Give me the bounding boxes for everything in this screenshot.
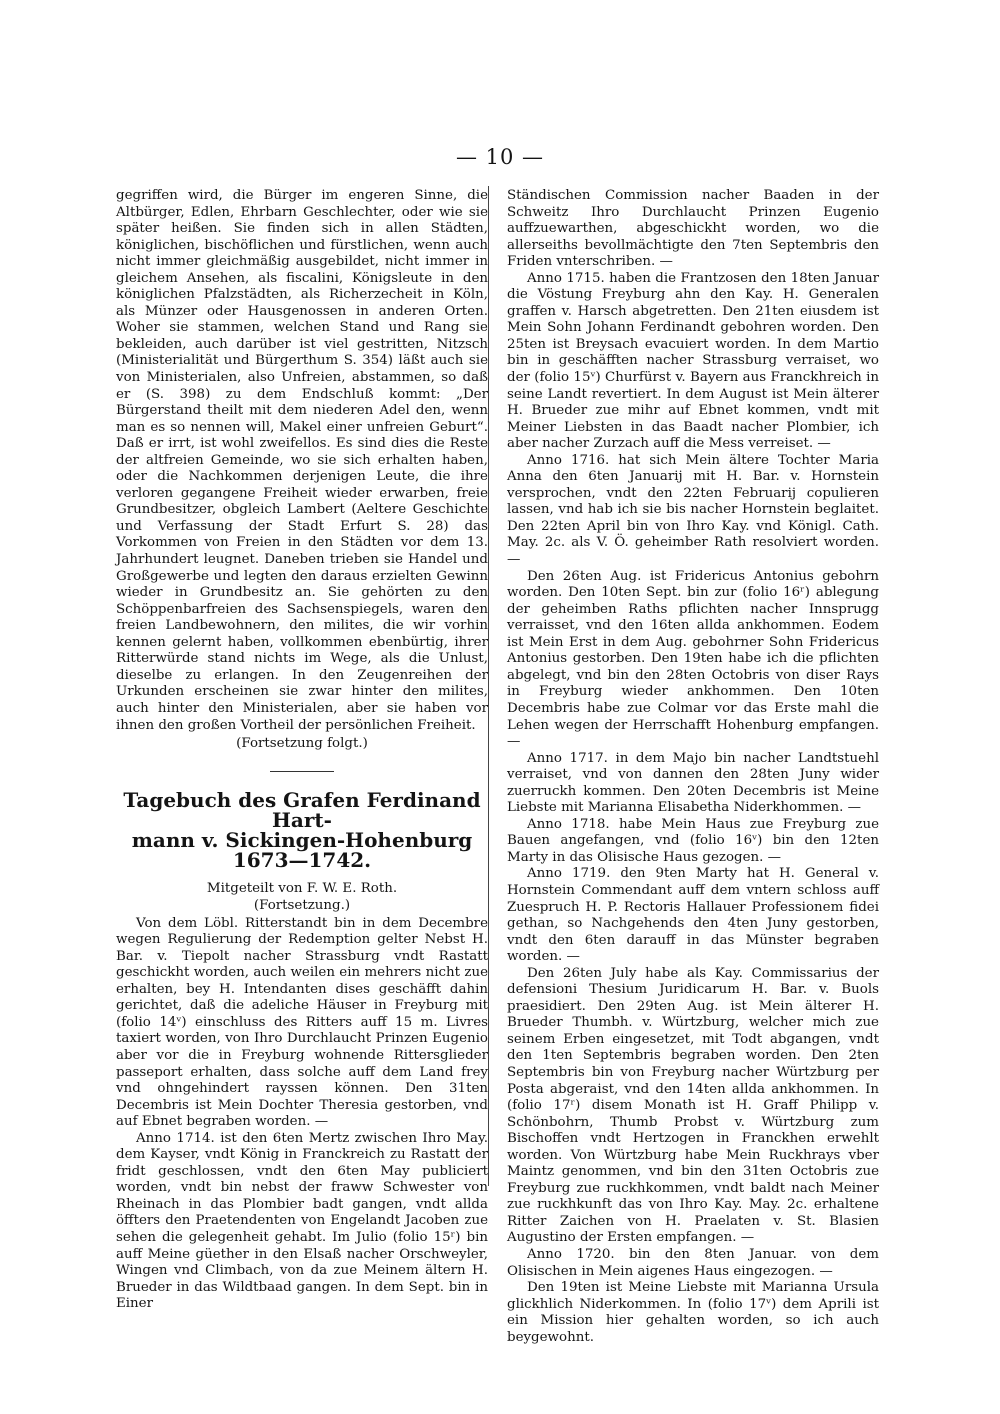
right-column <box>507 188 879 1346</box>
article-text-paragraph: gegriffen wird, die Bürger im engeren Sinne, die Altbürger, Edlen, Ehrbarn Geschlechter, oder wie sie später heißen. Sie finden sich in allen Städten, königlichen, bischöflichen und fürstlichen, wenn auch nicht immer gleichmäßig ausgebildet, nicht immer in gleichem Ansehen, als fiscalini, Königsleute in den königlichen Pfalzstädten, als Richerzecheit in Köln, als Münzer oder Hausgenossen in anderen Orten. Woher sie stammen, welchen Stand und Rang sie bekleiden, auch darüber ist viel gestritten, Nitzsch (Ministerialität und Bürgerthum S. 354) läßt auch sie von Ministerialen, also Unfreien, abstammen, so daß er (S. 398) zu dem Endschluß kommt: „Der Bürgerstand theilt mit dem niederen Adel den, wenn man es so nennen will, Makel einer unfreien Geburt“. Daß er irrt, ist wohl zweifellos. Es sind dies die Reste der altfreien Gemeinde, wo sie sich erhalten haben, oder die Nachkommen derjenigen Leute, die ihre verloren gegangene Freiheit wieder erwarben, freie Grundbesitzer, obgleich Lambert (Aeltere Geschichte und Verfassung der Stadt Erfurt S. 28) das Vorkommen von Freien in den Städten vor dem 13. Jahrhundert leugnet. Daneben trieben sie Handel und Großgewerbe und legten den daraus erzielten Gewinn wieder in Grundbesitz an. Sie gehörten zu den Schöppenbarfreien des Sachsenspiegels, waren den freien Landbewohnern, den milites, die wir vorhin kennen gelernt haben, vollkommen ebenbürtig, ihrer Ritterwürde stand nichts im Wege, als die Unlust, dieselbe zu erlangen. In den Zeugenreihen der Urkunden erscheinen sie zwar hinter den milites, auch hinter den Ministerialen, aber sie haben vor ihnen den großen Vortheil der persönlichen Freiheit. <box>116 188 488 733</box>
left-column <box>116 188 488 1313</box>
diary-paragraph: Anno 1716. hat sich Mein ältere Tochter Maria Anna den 6ten Januarij mit H. Bar. v. Hornstein versprochen, vndt den 22ten Februarij copulieren lassen, vnd hab ich sie bis nacher Hornstein beglaitet. Den 22ten April bin von Ihro Kay. vnd Königl. Cath. May. 2c. als V. Ö. geheimber Rath resolviert worden. — <box>507 452 879 568</box>
continuation-note: (Fortsetzung folgt.) <box>236 736 368 752</box>
column-rule <box>488 186 489 1186</box>
diary-paragraph: Anno 1715. haben die Frantzosen den 18ten Januar die Vöstung Freyburg ahn den Kay. H. Generalen graffen v. Harsch abgetretten. Den 21ten eiusdem ist Mein Sohn Johann Ferdinandt gebohren worden. Den 25ten ist Breysach evacuiert worden. In dem Martio bin in geschäfften nacher Strassburg verraiset, wo der (folio 15ᵛ) Churfürst v. Bayern aus Franckhreich in seine Landt revertiert. In dem August ist Mein älterer H. Brueder zue mihr auf Ebnet kommen, vndt mit Meiner Liebsten in das Baadt nacher Plombier, ich aber nacher Zurzach auff die Mess verreiset. — <box>507 270 879 452</box>
diary-paragraph: Anno 1717. in dem Majo bin nacher Landtstuehl verraiset, vnd von dannen den 28ten Juny wider zuerruckh kommen. Den 20ten Decembris ist Meine Liebste mit Marianna Elisabetha Niderkhommen. — <box>507 750 879 816</box>
diary-paragraph: Von dem Löbl. Ritterstandt bin in dem Decembre wegen Regulierung der Redemption gelter Nebst H. Bar. v. Tiepolt nacher Strassburg vndt Rastatt geschickht worden, auch weilen ein mehrers nicht zue erhalten, bey H. Intendanten dises geschäfft dahin gerichtet, daß die adeliche Häuser in Freyburg mit (folio 14ᵛ) einschluss des Ritters auff 15 m. Livres taxiert worden, von Ihro Durchlaucht Prinzen Eugenio aber vor die in Freyburg wohnende Rittersglieder passeport erhalten, dass solche auff dem Land frey vnd ohngehindert rayssen können. Den 31ten Decembris ist Mein Dochter Theresia gestorben, vnd auf Ebnet begraben worden. — <box>116 915 488 1130</box>
section-divider <box>270 771 334 772</box>
article-title <box>116 787 488 872</box>
diary-paragraph: Den 26ten July habe als Kay. Commissarius der defensioni Thesium Juridicarum H. Bar. v. Buols praesidiert. Den 29ten Aug. ist Mein älterer H. Brueder Thumbh. v. Würtzburg, welcher mich zue seinem Erben eingesetzet, mit Todt abgangen, vndt den 1ten Septembris begraben worden. Den 2ten Septembris bin von Freyburg nacher Würtzburg per Posta abgeraist, vnd den 14ten allda ankhommen. In (folio 17ʳ) disem Monath ist H. Graff Philipp v. Schönbohrn, Thumb Probst v. Würtzburg zum Bischoffen vndt Hertzogen in Franckhen erwehlt worden. Von Würtzburg habe Mein Ruckhrays vber Maintz genommen, vnd bin den 31ten Octobris zue Freyburg zue ruckhkommen, vndt baldt nach Meiner zue ruckhkunft das von Ihro Kay. May. 2c. erhaltene Ritter Zaichen von H. Praelaten v. St. Blasien Augustino der Ersten empfangen. — <box>507 965 879 1246</box>
continuation-label: (Fortsetzung.) <box>253 897 351 913</box>
article-title-line: Tagebuch des Grafen Ferdinand Hart- <box>123 787 481 832</box>
diary-paragraph: Anno 1718. habe Mein Haus zue Freyburg zue Bauen angefangen, vnd (folio 16ᵛ) bin den 12ten Marty in das Olisische Haus gezogen. — <box>507 816 879 865</box>
diary-paragraph: Anno 1720. bin den 8ten Januar. von dem Olisischen in Mein aigenes Haus eingezogen. — <box>507 1247 879 1279</box>
diary-paragraph: Den 19ten ist Meine Liebste mit Marianna Ursula glickhlich Niderkommen. In (folio 17ᵛ) dem Aprili ist ein Mission hier gehalten worden, so ich auch beygewohnt. <box>507 1280 879 1345</box>
diary-paragraph: Anno 1714. ist den 6ten Mertz zwischen Ihro May. dem Kayser, vndt König in Franckreich zu Rastatt der fridt geschlossen, vndt den 6ten May publiciert worden, vndt bin nebst der fraww Schwester von Rheinach in das Plombier badt gangen, vndt allda öffters den Praetendenten von Engelandt Jacoben zue sehen die gelegenheit gehabt. Im Julio (folio 15ʳ) bin auff Meine güether in den Elsaß nacher Orschweyler, Wingen vnd Climbach, von da zue Meinem ältern H. Brueder in das Wildtbaad gangen. In dem Sept. bin in Einer <box>116 1130 488 1312</box>
diary-paragraph: Anno 1719. den 9ten Marty hat H. General v. Hornstein Commendant auff dem vntern schloss auff Zuespruch H. P. Rectoris Hallauer Professionem fidei gethan, so Nachgehends den 4ten Juny gestorben, vndt den 6ten darauff in das Münster begraben worden. — <box>507 866 879 965</box>
article-title-line: mann v. Sickingen-Hohenburg <box>131 827 473 852</box>
article-title-line: 1673—1742. <box>232 847 372 872</box>
diary-paragraph: Den 26ten Aug. ist Fridericus Antonius gebohrn worden. Den 10ten Sept. bin zur (folio 16ʳ) ablegung der geheimben Raths pflichten nacher Innsprugg verraisset, vnd den 16ten allda ankhommen. Eodem ist Mein Erst in dem Aug. gebohrner Sohn Fridericus Antonius gestorben. Den 19ten habe ich die pflichten abgelegt, vnd bin den 28ten Octobris von diser Rays in Freyburg wieder ankhommen. Den 10ten Decembris habe zue Colmar vor das Erste mahl die Lehen wegen der Herrschafft Hohenburg empfangen. — <box>507 568 879 750</box>
byline: Mitgeteilt von F. W. E. Roth. <box>206 880 398 896</box>
diary-paragraph: Ständischen Commission nacher Baaden in der Schweitz Ihro Durchlaucht Prinzen Eugenio auffzuewarthen, abgeschickht worden, wo die allerseiths bevollmächtigte den 7ten Septembris den Friden vnterschriben. — <box>507 188 879 270</box>
page-number: — 10 — <box>455 145 545 169</box>
